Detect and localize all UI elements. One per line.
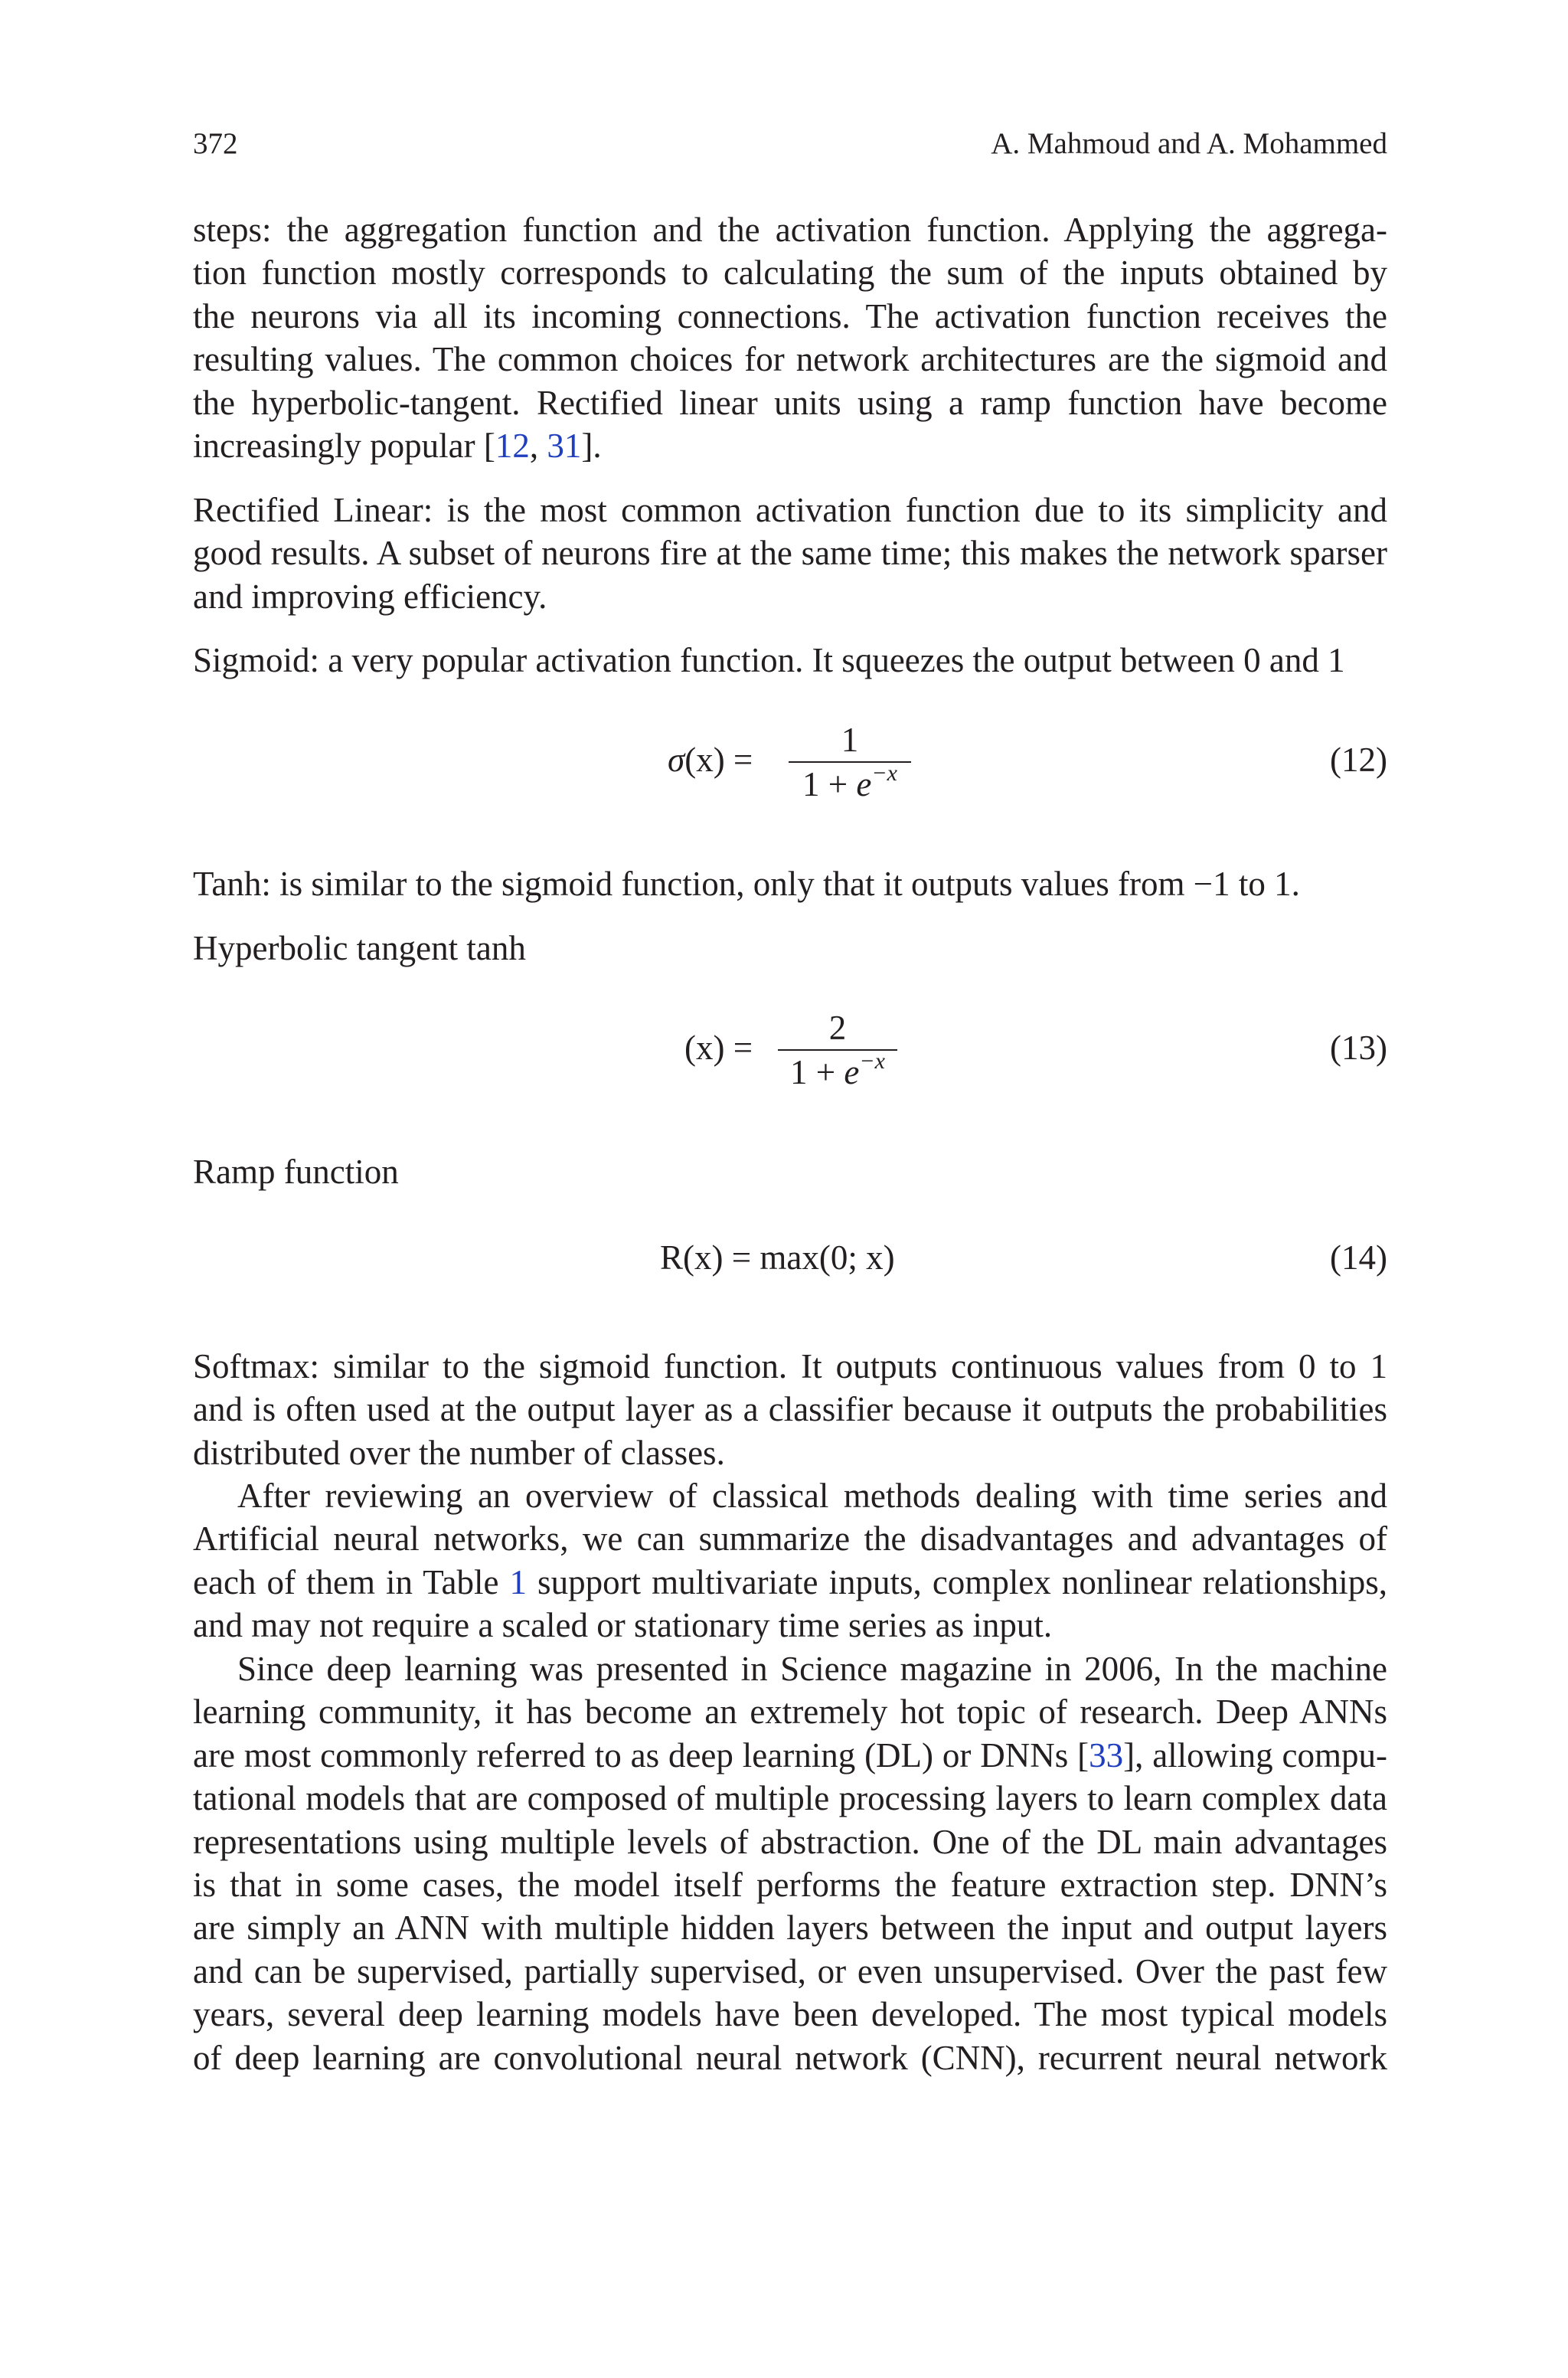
equation-number: (12) <box>1330 741 1387 779</box>
text-line: After reviewing an overview of classical methods dealing with time series and <box>237 1477 1387 1515</box>
citation-link[interactable]: 12 <box>495 427 530 466</box>
paragraph-softmax <box>193 1345 1387 1474</box>
text-line: and is often used at the output layer as a classifier because it outputs the probabilities <box>193 1390 1387 1429</box>
paragraph-hyperbolic <box>193 927 1387 970</box>
text-line: learning community, it has become an extremely hot topic of research. Deep ANNs <box>193 1693 1387 1732</box>
paragraph-review <box>193 1474 1387 1647</box>
text-line: each of them in Table 1 support multivariate inputs, complex nonlinear relationships, <box>193 1562 1388 1601</box>
running-header <box>193 123 1387 165</box>
text-line: years, several deep learning models have been developed. The most typical models <box>193 1995 1387 2034</box>
equation-expression: R(x) = max(0; x) <box>660 1238 895 1277</box>
equation-12 <box>193 715 1387 807</box>
fraction: 2 $1 + e^{-x}$ <box>778 1006 897 1094</box>
equation-lhs: σ(x) = <box>668 741 753 779</box>
text-line: and can be supervised, partially supervised, or even unsupervised. Over the past few <box>193 1951 1387 1990</box>
citation-link[interactable]: 33 <box>1089 1735 1124 1775</box>
text-line: Artificial neural networks, we can summarize the disadvantages and advantages of <box>193 1519 1387 1559</box>
equation-number: (13) <box>1330 1029 1387 1067</box>
equation-13 <box>193 1003 1387 1095</box>
paragraph-sigmoid <box>193 639 1387 682</box>
text-line: Softmax: similar to the sigmoid function. It outputs continuous values from 0 to 1 <box>193 1347 1387 1385</box>
running-authors: A. Mahmoud and A. Mohammed <box>991 127 1387 160</box>
text-line: tational models that are composed of multiple processing layers to learn complex data <box>193 1779 1387 1818</box>
equation-lhs: (x) = <box>684 1029 753 1067</box>
text-line: and may not require a scaled or stationary time series as input. <box>193 1606 1053 1645</box>
text-line: good results. A subset of neurons fire at the same time; this makes the network sparser <box>193 534 1387 573</box>
text-line: Hyperbolic tangent tanh <box>193 929 526 967</box>
text-line: representations using multiple levels of abstraction. One of the DL main advantages <box>193 1822 1387 1861</box>
text-line: resulting values. The common choices for network architectures are the sigmoid and <box>193 340 1387 379</box>
text-line: the neurons via all its incoming connections. The activation function receives the <box>193 296 1387 335</box>
table-link[interactable]: 1 <box>509 1562 528 1601</box>
text-line: and improving efficiency. <box>193 577 547 616</box>
paragraph-deep-learning <box>193 1647 1387 2079</box>
text-line: Since deep learning was presented in Science magazine in 2006, In the machine <box>237 1650 1387 1688</box>
equation-14 <box>193 1238 1387 1330</box>
text-line: increasingly popular [12, 31]. <box>193 427 602 466</box>
text-line: of deep learning are convolutional neural network (CNN), recurrent neural network <box>193 2038 1387 2077</box>
citation-link[interactable]: 31 <box>547 427 582 466</box>
text-line: are simply an ANN with multiple hidden layers between the input and output layers <box>193 1909 1387 1948</box>
paragraph-tanh <box>193 862 1387 905</box>
text-line: tion function mostly corresponds to calculating the sum of the inputs obtained by <box>193 254 1387 293</box>
equation-number: (14) <box>1330 1238 1387 1277</box>
text-line: are most commonly referred to as deep learning (DL) or DNNs [33], allowing compu- <box>193 1735 1387 1775</box>
text-line: is that in some cases, the model itself performs the feature extraction step. DNN’s <box>193 1866 1387 1905</box>
text-line: Rectified Linear: is the most common activation function due to its simplicity and <box>193 491 1387 529</box>
paragraph-ramp <box>193 1150 1387 1193</box>
paragraph-relu <box>193 489 1387 618</box>
text-line: the hyperbolic-tangent. Rectified linear units using a ramp function have become <box>193 383 1387 422</box>
text-line: steps: the aggregation function and the activation function. Applying the aggrega- <box>193 211 1387 249</box>
text-line: distributed over the number of classes. <box>193 1433 725 1472</box>
text-line: Sigmoid: a very popular activation function. It squeezes the output between 0 and 1 <box>193 641 1345 679</box>
page-number: 372 <box>193 127 238 160</box>
paragraph-aggregation <box>193 208 1387 467</box>
text-line: Tanh: is similar to the sigmoid function, only that it outputs values from −1 to 1. <box>193 865 1300 903</box>
fraction: 1 $1 + e^{-x}$ <box>789 718 911 806</box>
text-line: Ramp function <box>193 1153 399 1191</box>
